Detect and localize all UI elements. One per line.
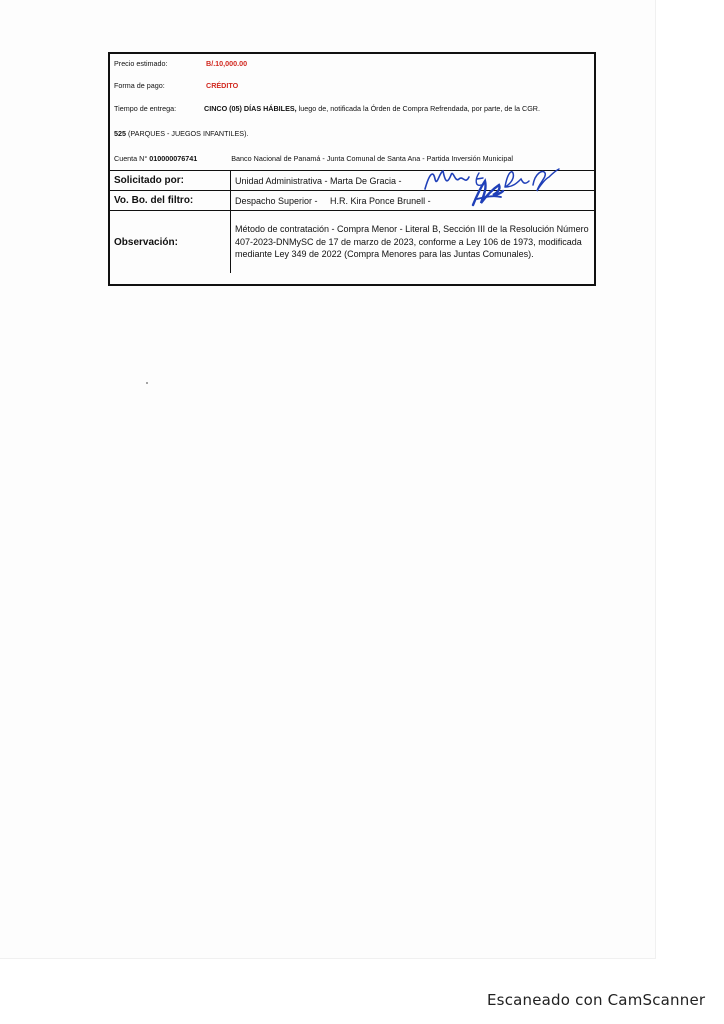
approval-table [110, 170, 594, 273]
cuenta-desc: Banco Nacional de Panamá - Junta Comunal de Santa Ana - Partida Inversión Municipal [231, 154, 513, 163]
cuenta-value: 010000076741 [149, 154, 198, 163]
order-details [110, 54, 594, 170]
cuenta-line [114, 154, 513, 163]
tiempo-rest: luego de, notificada la Órden de Compra Refrendada, por parte, de la CGR. [296, 104, 540, 113]
tiempo-line [114, 104, 540, 113]
partida-line [114, 129, 248, 138]
tiempo-label: Tiempo de entrega: [114, 104, 177, 113]
purchase-order-form [108, 52, 596, 286]
signature-kira-ponce [467, 175, 507, 209]
solicitado-cell [231, 171, 595, 191]
precio-label: Precio estimado: [114, 59, 168, 68]
table-row [110, 191, 594, 211]
cuenta-label: Cuenta N° [114, 154, 148, 163]
scan-speck [146, 382, 148, 384]
observacion-label: Observación: [110, 211, 231, 274]
vobo-value: Despacho Superior - H.R. Kira Ponce Brunell - [235, 195, 431, 206]
table-row [110, 171, 594, 191]
vobo-cell [231, 191, 595, 211]
precio-line [114, 59, 247, 68]
precio-value: B/.10,000.00 [206, 59, 248, 68]
vobo-label: Vo. Bo. del filtro: [110, 191, 231, 211]
tiempo-bold: CINCO (05) DÍAS HÁBILES, [204, 104, 297, 113]
forma-value: CRÉDITO [206, 81, 239, 90]
solicitado-label: Solicitado por: [110, 171, 231, 191]
partida-desc: (PARQUES - JUEGOS INFANTILES). [126, 129, 249, 138]
observacion-value: Método de contratación - Compra Menor - Literal B, Sección III de la Resolución Número 407-2023-DNMySC de 17 de marzo de 2023, conforme a Ley 106 de 1973, modificada mediante Ley 349 de 2022 (Compra Menores para las Juntas Comunales). [231, 211, 595, 274]
forma-label: Forma de pago: [114, 81, 165, 90]
table-row [110, 211, 594, 274]
scanner-watermark: Escaneado con CamScanner [487, 991, 706, 1009]
partida-number: 525 [114, 129, 126, 138]
solicitado-value: Unidad Administrativa - Marta De Gracia - [235, 175, 402, 186]
forma-line [114, 81, 238, 90]
